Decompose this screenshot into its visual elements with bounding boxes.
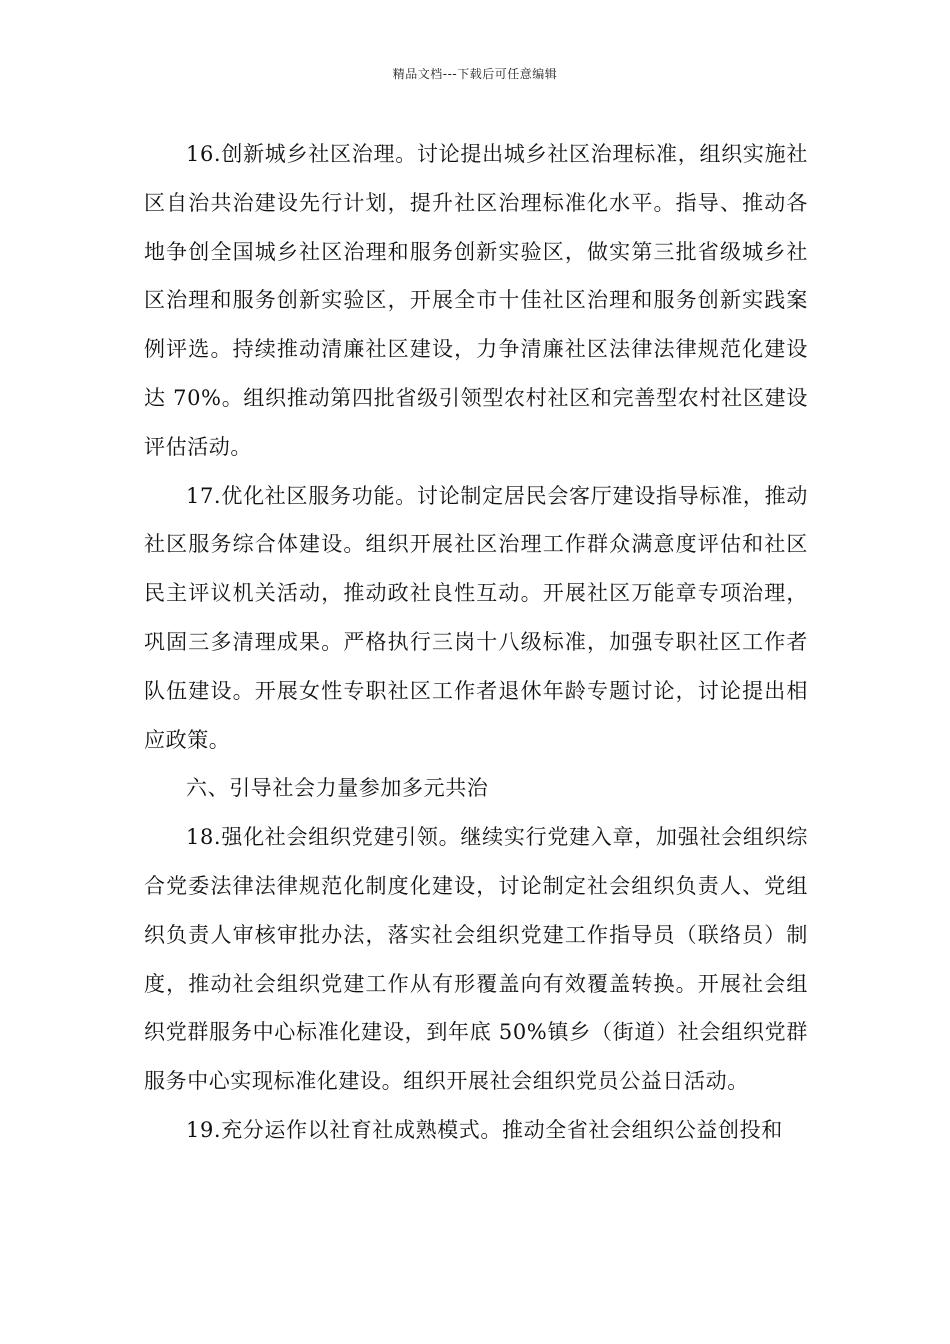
- paragraph-19: 19.充分运作以社育社成熟模式。推动全省社会组织公益创投和: [186, 1117, 783, 1142]
- paragraph-17: 17.优化社区服务功能。讨论制定居民会客厅建设指导标准，推动社区服务综合体建设。组织开展社区治理工作群众满意度评估和社区民主评议机关活动，推动政社良性互动。开展社区万能章专项治理，巩固三多清理成果。严格执行三岗十八级标准，加强专职社区工作者队伍建设。开展女性专职社区工作者退休年龄专题讨论，讨论提出相应政策。: [144, 483, 808, 752]
- paragraph-18: 18.强化社会组织党建引领。继续实行党建入章，加强社会组织综合党委法律法律规范化制度化建设，讨论制定社会组织负责人、党组织负责人审核审批办法，落实社会组织党建工作指导员（联络员）制度，推动社会组织党建工作从有形覆盖向有效覆盖转换。开展社会组织党群服务中心标准化建设，到年底 50%镇乡（街道）社会组织党群服务中心实现标准化建设。组织开展社会组织党员公益日活动。: [144, 825, 808, 1094]
- section-heading-6: 六、引导社会力量参加多元共治: [186, 776, 489, 801]
- page-header: 精品文档---下载后可任意编辑: [392, 67, 558, 81]
- paragraph-16: 16.创新城乡社区治理。讨论提出城乡社区治理标准，组织实施社区自治共治建设先行计划，提升社区治理标准化水平。指导、推动各地争创全国城乡社区治理和服务创新实验区，做实第三批省级城乡社区治理和服务创新实验区，开展全市十佳社区治理和服务创新实践案例评选。持续推动清廉社区建设，力争清廉社区法律法律规范化建设达 70%。组织推动第四批省级引领型农村社区和完善型农村社区建设评估活动。: [144, 142, 808, 459]
- document-body: [144, 130, 808, 1155]
